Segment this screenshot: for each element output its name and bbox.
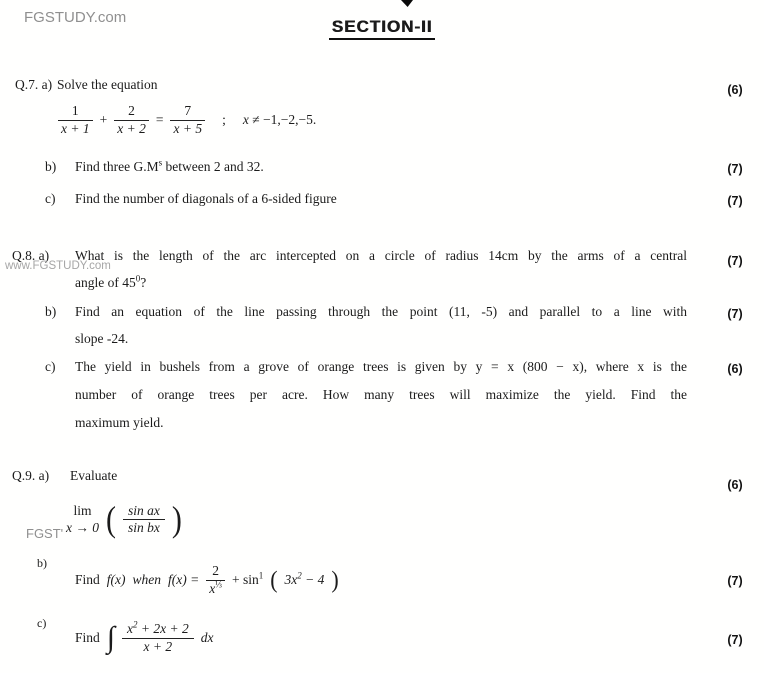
limit-block <box>66 503 99 537</box>
q8c-marks: (6) <box>727 362 743 376</box>
q7c-label: c) <box>45 191 56 206</box>
q8a-line2 <box>75 275 146 292</box>
q8c-line2: number of orange trees per acre. How many trees will maximize the yield. Find the <box>75 387 687 402</box>
fraction-numerator: 2 <box>114 104 149 121</box>
q8c-line1: The yield in bushels from a grove of orange trees is given by y = x (800 − x), where x is the <box>75 359 687 374</box>
watermark-mid: www.FGSTUDY.com <box>5 260 111 272</box>
fraction-numerator: 2 <box>206 564 225 581</box>
q8b-line2: slope -24. <box>75 331 129 346</box>
q9a-text: Evaluate <box>70 468 118 483</box>
q7a-label: Q.7. a) <box>15 77 53 92</box>
section-title-wrap <box>0 16 764 40</box>
fraction-denominator: sin bx <box>128 520 160 536</box>
q7a-marks: (6) <box>727 83 743 97</box>
variable-x: x <box>242 111 249 127</box>
f-of-x: f(x) <box>106 571 126 587</box>
fraction <box>114 104 149 137</box>
fraction-denominator: x + 1 <box>61 120 90 136</box>
q8a-marks: (7) <box>727 254 743 268</box>
q9c-marks: (7) <box>727 633 743 647</box>
fraction <box>206 564 225 597</box>
q7b-text-rest: between 2 and 32. <box>162 159 264 174</box>
q8a-label: Q.8. a) <box>12 248 50 263</box>
fraction-denominator <box>206 581 225 597</box>
lim-text: lim <box>73 503 92 518</box>
q8c-line3: maximum yield. <box>75 415 164 430</box>
q9-limit-expression <box>66 499 182 540</box>
plus-sin <box>232 572 263 589</box>
fraction-numerator <box>122 619 194 639</box>
fraction-numerator: 1 <box>58 104 93 121</box>
dx-text: dx <box>200 629 214 645</box>
open-paren: ( <box>106 499 116 540</box>
q7b-text-sup: s <box>158 157 163 168</box>
q7b-label: b) <box>45 159 57 174</box>
q7c-marks: (7) <box>727 194 743 208</box>
q8b-label: b) <box>45 304 57 319</box>
fraction <box>170 104 205 137</box>
q7b-marks: (7) <box>727 162 743 176</box>
watermark-top: FGSTUDY.com <box>24 9 127 26</box>
q9c-label: c) <box>37 616 47 630</box>
q9a-label: Q.9. a) <box>12 468 50 483</box>
find-text: Find <box>75 629 100 645</box>
q8b-line1: Find an equation of the line passing through the point (11, -5) and parallel to a line with <box>75 304 687 319</box>
q8b-marks: (7) <box>727 307 743 321</box>
q7-equation <box>58 104 316 137</box>
excluded-values: −1,−2,−5. <box>259 111 317 127</box>
q7b-text-main: Find three G.M <box>75 159 159 174</box>
q8a-line2-qmark: ? <box>140 275 147 290</box>
fraction-denominator: x + 2 <box>143 638 173 654</box>
f-of-x-equals: f(x) = <box>168 571 200 587</box>
sin-argument <box>285 572 325 589</box>
fraction <box>123 504 165 537</box>
fraction <box>58 104 93 137</box>
fraction <box>122 619 194 655</box>
open-paren: ( <box>270 566 278 594</box>
variable-x: x <box>126 621 133 636</box>
q9b-label: b) <box>37 556 47 570</box>
close-paren: ) <box>171 499 182 540</box>
q7c-text: Find the number of diagonals of a 6-sided figure <box>75 191 337 206</box>
equation-condition <box>243 112 316 129</box>
separator-semicolon: ; <box>222 111 226 127</box>
q7a-text: Solve the equation <box>57 77 158 92</box>
scan-artifact-mark <box>401 0 413 7</box>
arg-term: 3x <box>284 571 298 587</box>
operator-plus: + <box>99 111 108 127</box>
variable-x: x <box>209 580 216 596</box>
q7b-text <box>75 159 264 176</box>
section-title: SECTION-II <box>329 16 436 40</box>
arg-rest: − 4 <box>301 571 325 587</box>
arg-exponent: 2 <box>297 570 302 581</box>
sin-superscript: 1 <box>258 570 264 581</box>
q8c-label: c) <box>45 359 56 374</box>
fraction-numerator: sin ax <box>123 504 165 521</box>
degree-sup: 0 <box>135 273 141 284</box>
q9c-expression <box>75 619 214 655</box>
q9a-marks: (6) <box>727 478 743 492</box>
q8a-line1: What is the length of the arc intercepted on a circle of radius 14cm by the arms of a central <box>75 248 687 263</box>
close-paren: ) <box>331 566 339 594</box>
exponent-two: 2 <box>132 619 138 630</box>
fraction-denominator: x + 5 <box>173 120 203 136</box>
watermark-q9: FGST' <box>26 526 64 541</box>
operator-equals: = <box>155 111 164 127</box>
q9b-marks: (7) <box>727 574 743 588</box>
integral-sign: ∫ <box>106 621 115 655</box>
find-text: Find <box>75 571 100 587</box>
operator-plus-sin: + sin <box>231 571 259 587</box>
limit-approach: x → 0 <box>66 519 99 535</box>
exponent-one-third: ⅓ <box>215 579 222 590</box>
fraction-numerator: 7 <box>170 104 205 121</box>
q9b-expression <box>75 564 339 597</box>
fraction-denominator: x + 2 <box>117 120 146 136</box>
when-text: when <box>132 571 161 587</box>
operator-not-equal: ≠ <box>252 111 260 127</box>
numerator-rest: + 2x + 2 <box>137 621 189 636</box>
q8a-line2-text: angle of 45 <box>75 275 136 290</box>
